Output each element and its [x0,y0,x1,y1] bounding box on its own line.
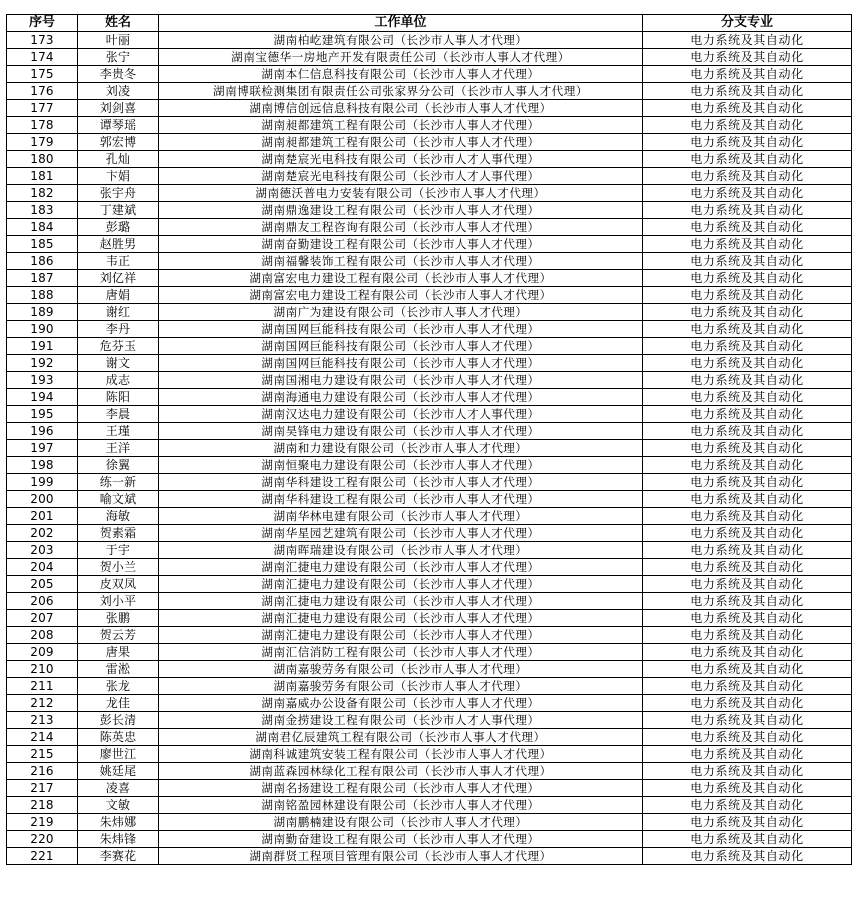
cell-work-unit: 湖南国网巨能科技有限公司（长沙市人事人才代理） [159,321,643,338]
cell-work-unit: 湖南华科建设工程有限公司（长沙市人事人才代理） [159,491,643,508]
cell-work-unit: 湖南嘉骏劳务有限公司（长沙市人事人才代理） [159,661,643,678]
cell-name: 王瑾 [78,423,159,440]
table-row [7,100,852,117]
cell-work-unit: 湖南汇捷电力建设有限公司（长沙市人事人才代理） [159,627,643,644]
table-row [7,134,852,151]
cell-specialty: 电力系统及其自动化 [643,185,852,202]
cell-work-unit: 湖南楚宸光电科技有限公司（长沙市人才人事代理） [159,151,643,168]
cell-serial-number: 191 [7,338,78,355]
cell-work-unit: 湖南鼎友工程咨询有限公司（长沙市人事人才代理） [159,219,643,236]
table-row [7,83,852,100]
table-row [7,151,852,168]
cell-name: 贺小兰 [78,559,159,576]
cell-serial-number: 174 [7,49,78,66]
cell-serial-number: 196 [7,423,78,440]
cell-specialty: 电力系统及其自动化 [643,236,852,253]
cell-work-unit: 湖南铭盈园林建设有限公司（长沙市人事人才代理） [159,797,643,814]
cell-name: 徐翼 [78,457,159,474]
table-row [7,304,852,321]
cell-specialty: 电力系统及其自动化 [643,780,852,797]
table-row [7,338,852,355]
cell-name: 王洋 [78,440,159,457]
table-row [7,202,852,219]
table-body [7,32,852,865]
cell-specialty: 电力系统及其自动化 [643,542,852,559]
table-row [7,236,852,253]
cell-specialty: 电力系统及其自动化 [643,219,852,236]
cell-specialty: 电力系统及其自动化 [643,457,852,474]
table-row [7,491,852,508]
cell-serial-number: 194 [7,389,78,406]
cell-serial-number: 186 [7,253,78,270]
table-row [7,440,852,457]
cell-serial-number: 197 [7,440,78,457]
cell-specialty: 电力系统及其自动化 [643,338,852,355]
table-row [7,695,852,712]
table-row [7,763,852,780]
cell-specialty: 电力系统及其自动化 [643,32,852,49]
cell-specialty: 电力系统及其自动化 [643,423,852,440]
cell-specialty: 电力系统及其自动化 [643,270,852,287]
cell-name: 刘亿祥 [78,270,159,287]
cell-specialty: 电力系统及其自动化 [643,678,852,695]
table-row [7,780,852,797]
table-row [7,49,852,66]
cell-name: 赵胜男 [78,236,159,253]
cell-serial-number: 216 [7,763,78,780]
cell-specialty: 电力系统及其自动化 [643,83,852,100]
cell-work-unit: 湖南蓝森园林绿化工程有限公司（长沙市人事人才代理） [159,763,643,780]
cell-serial-number: 212 [7,695,78,712]
cell-specialty: 电力系统及其自动化 [643,610,852,627]
cell-serial-number: 185 [7,236,78,253]
cell-name: 张龙 [78,678,159,695]
table-row [7,168,852,185]
table-row [7,593,852,610]
cell-name: 凌喜 [78,780,159,797]
table-row [7,661,852,678]
cell-serial-number: 182 [7,185,78,202]
cell-name: 李赛花 [78,848,159,865]
cell-work-unit: 湖南本仁信息科技有限公司（长沙市人事人才代理） [159,66,643,83]
header-specialty: 分支专业 [643,15,852,32]
cell-work-unit: 湖南鼎逸建设工程有限公司（长沙市人事人才代理） [159,202,643,219]
cell-name: 叶丽 [78,32,159,49]
cell-name: 李贵冬 [78,66,159,83]
cell-serial-number: 201 [7,508,78,525]
cell-serial-number: 193 [7,372,78,389]
table-row [7,576,852,593]
cell-serial-number: 214 [7,729,78,746]
cell-work-unit: 湖南汇捷电力建设有限公司（长沙市人事人才代理） [159,610,643,627]
header-name: 姓名 [78,15,159,32]
table-row [7,406,852,423]
cell-name: 朱炜锋 [78,831,159,848]
cell-serial-number: 210 [7,661,78,678]
cell-serial-number: 183 [7,202,78,219]
table-row [7,610,852,627]
cell-name: 张鹏 [78,610,159,627]
cell-work-unit: 湖南博信创远信息科技有限公司（长沙市人事人才代理） [159,100,643,117]
table-row [7,457,852,474]
cell-name: 郭宏博 [78,134,159,151]
cell-specialty: 电力系统及其自动化 [643,134,852,151]
cell-serial-number: 207 [7,610,78,627]
cell-name: 练一新 [78,474,159,491]
cell-specialty: 电力系统及其自动化 [643,644,852,661]
cell-work-unit: 湖南富宏电力建设工程有限公司（长沙市人事人才代理） [159,270,643,287]
cell-serial-number: 195 [7,406,78,423]
cell-specialty: 电力系统及其自动化 [643,508,852,525]
cell-specialty: 电力系统及其自动化 [643,355,852,372]
cell-serial-number: 204 [7,559,78,576]
cell-work-unit: 湖南昊锋电力建设有限公司（长沙市人事人才代理） [159,423,643,440]
cell-work-unit: 湖南汇捷电力建设有限公司（长沙市人事人才代理） [159,576,643,593]
table-row [7,117,852,134]
table-row [7,746,852,763]
cell-name: 彭璐 [78,219,159,236]
cell-serial-number: 211 [7,678,78,695]
table-row [7,729,852,746]
cell-name: 廖世江 [78,746,159,763]
cell-serial-number: 177 [7,100,78,117]
cell-work-unit: 湖南汇信消防工程有限公司（长沙市人事人才代理） [159,644,643,661]
cell-work-unit: 湖南广为建设有限公司（长沙市人事人才代理） [159,304,643,321]
cell-specialty: 电力系统及其自动化 [643,576,852,593]
table-row [7,253,852,270]
header-serial-number: 序号 [7,15,78,32]
cell-name: 韦正 [78,253,159,270]
cell-serial-number: 190 [7,321,78,338]
table-row [7,542,852,559]
cell-specialty: 电力系统及其自动化 [643,321,852,338]
cell-name: 谢文 [78,355,159,372]
cell-work-unit: 湖南海通电力建设有限公司（长沙市人事人才代理） [159,389,643,406]
cell-specialty: 电力系统及其自动化 [643,253,852,270]
cell-specialty: 电力系统及其自动化 [643,151,852,168]
cell-name: 谢红 [78,304,159,321]
cell-work-unit: 湖南科诚建筑安装工程有限公司（长沙市人事人才代理） [159,746,643,763]
cell-work-unit: 湖南汉达电力建设有限公司（长沙市人才人事代理） [159,406,643,423]
cell-name: 唐果 [78,644,159,661]
cell-work-unit: 湖南宝德华一房地产开发有限责任公司（长沙市人事人才代理） [159,49,643,66]
cell-name: 于宇 [78,542,159,559]
table-row [7,372,852,389]
table-row [7,797,852,814]
cell-work-unit: 湖南国湘电力建设有限公司（长沙市人事人才代理） [159,372,643,389]
cell-serial-number: 221 [7,848,78,865]
cell-work-unit: 湖南福馨装饰工程有限公司（长沙市人事人才代理） [159,253,643,270]
cell-specialty: 电力系统及其自动化 [643,525,852,542]
cell-serial-number: 173 [7,32,78,49]
cell-specialty: 电力系统及其自动化 [643,66,852,83]
cell-specialty: 电力系统及其自动化 [643,559,852,576]
cell-work-unit: 湖南奋勤建设工程有限公司（长沙市人事人才代理） [159,236,643,253]
cell-specialty: 电力系统及其自动化 [643,287,852,304]
cell-serial-number: 179 [7,134,78,151]
cell-name: 龙佳 [78,695,159,712]
cell-serial-number: 218 [7,797,78,814]
cell-specialty: 电力系统及其自动化 [643,372,852,389]
cell-work-unit: 湖南华科建设工程有限公司（长沙市人事人才代理） [159,474,643,491]
cell-specialty: 电力系统及其自动化 [643,440,852,457]
table-row [7,66,852,83]
cell-specialty: 电力系统及其自动化 [643,474,852,491]
cell-work-unit: 湖南金捞建设工程有限公司（长沙市人才人事代理） [159,712,643,729]
cell-work-unit: 湖南柏屹建筑有限公司（长沙市人事人才代理） [159,32,643,49]
cell-work-unit: 湖南昶都建筑工程有限公司（长沙市人事人才代理） [159,117,643,134]
table-row [7,287,852,304]
cell-specialty: 电力系统及其自动化 [643,49,852,66]
cell-work-unit: 湖南名扬建设工程有限公司（长沙市人事人才代理） [159,780,643,797]
cell-serial-number: 202 [7,525,78,542]
cell-work-unit: 湖南富宏电力建设工程有限公司（长沙市人事人才代理） [159,287,643,304]
cell-name: 张宁 [78,49,159,66]
cell-name: 文敏 [78,797,159,814]
cell-specialty: 电力系统及其自动化 [643,746,852,763]
cell-work-unit: 湖南华星园艺建筑有限公司（长沙市人事人才代理） [159,525,643,542]
cell-name: 李晨 [78,406,159,423]
cell-specialty: 电力系统及其自动化 [643,814,852,831]
cell-serial-number: 215 [7,746,78,763]
cell-name: 刘凌 [78,83,159,100]
cell-serial-number: 180 [7,151,78,168]
cell-name: 陈阳 [78,389,159,406]
cell-work-unit: 湖南勤奋建设工程有限公司（长沙市人事人才代理） [159,831,643,848]
cell-work-unit: 湖南汇捷电力建设有限公司（长沙市人事人才代理） [159,559,643,576]
cell-serial-number: 175 [7,66,78,83]
cell-specialty: 电力系统及其自动化 [643,695,852,712]
cell-work-unit: 湖南博联检测集团有限责任公司张家界分公司（长沙市人事人才代理） [159,83,643,100]
cell-work-unit: 湖南晖瑞建设有限公司（长沙市人事人才代理） [159,542,643,559]
table-row [7,423,852,440]
cell-name: 成志 [78,372,159,389]
table-row [7,508,852,525]
cell-serial-number: 205 [7,576,78,593]
cell-specialty: 电力系统及其自动化 [643,491,852,508]
table-row [7,32,852,49]
cell-name: 贺云芳 [78,627,159,644]
table-row [7,678,852,695]
cell-specialty: 电力系统及其自动化 [643,797,852,814]
cell-name: 彭长清 [78,712,159,729]
cell-specialty: 电力系统及其自动化 [643,117,852,134]
table-row [7,525,852,542]
cell-work-unit: 湖南楚宸光电科技有限公司（长沙市人才人事代理） [159,168,643,185]
cell-work-unit: 湖南恒聚电力建设有限公司（长沙市人事人才代理） [159,457,643,474]
cell-name: 雷淞 [78,661,159,678]
cell-serial-number: 178 [7,117,78,134]
cell-serial-number: 213 [7,712,78,729]
cell-specialty: 电力系统及其自动化 [643,593,852,610]
cell-work-unit: 湖南嘉骏劳务有限公司（长沙市人事人才代理） [159,678,643,695]
cell-work-unit: 湖南和力建设有限公司（长沙市人事人才代理） [159,440,643,457]
table-row [7,559,852,576]
cell-name: 卞娟 [78,168,159,185]
table-row [7,627,852,644]
cell-specialty: 电力系统及其自动化 [643,389,852,406]
table-row [7,848,852,865]
cell-name: 刘剑喜 [78,100,159,117]
cell-serial-number: 192 [7,355,78,372]
cell-specialty: 电力系统及其自动化 [643,304,852,321]
cell-serial-number: 188 [7,287,78,304]
cell-name: 海敏 [78,508,159,525]
cell-name: 张宇舟 [78,185,159,202]
cell-work-unit: 湖南国网巨能科技有限公司（长沙市人事人才代理） [159,355,643,372]
cell-work-unit: 湖南嘉威办公设备有限公司（长沙市人事人才代理） [159,695,643,712]
cell-serial-number: 209 [7,644,78,661]
cell-serial-number: 219 [7,814,78,831]
table-row [7,644,852,661]
cell-work-unit: 湖南国网巨能科技有限公司（长沙市人事人才代理） [159,338,643,355]
cell-specialty: 电力系统及其自动化 [643,100,852,117]
cell-serial-number: 200 [7,491,78,508]
cell-specialty: 电力系统及其自动化 [643,848,852,865]
cell-specialty: 电力系统及其自动化 [643,627,852,644]
header-row [7,15,852,32]
cell-specialty: 电力系统及其自动化 [643,168,852,185]
cell-name: 丁建斌 [78,202,159,219]
cell-name: 喻文斌 [78,491,159,508]
table-row [7,321,852,338]
header-work-unit: 工作单位 [159,15,643,32]
cell-serial-number: 203 [7,542,78,559]
table-row [7,474,852,491]
cell-specialty: 电力系统及其自动化 [643,406,852,423]
table-row [7,270,852,287]
cell-specialty: 电力系统及其自动化 [643,712,852,729]
cell-name: 危芬玉 [78,338,159,355]
table-row [7,712,852,729]
cell-serial-number: 184 [7,219,78,236]
cell-name: 孔灿 [78,151,159,168]
personnel-table [6,14,852,865]
cell-serial-number: 176 [7,83,78,100]
cell-serial-number: 181 [7,168,78,185]
cell-specialty: 电力系统及其自动化 [643,729,852,746]
cell-work-unit: 湖南鹏楠建设有限公司（长沙市人事人才代理） [159,814,643,831]
table-row [7,219,852,236]
cell-name: 唐娟 [78,287,159,304]
cell-name: 朱炜娜 [78,814,159,831]
cell-name: 皮双凤 [78,576,159,593]
cell-work-unit: 湖南汇捷电力建设有限公司（长沙市人事人才代理） [159,593,643,610]
cell-name: 陈英忠 [78,729,159,746]
cell-name: 贺素霜 [78,525,159,542]
cell-specialty: 电力系统及其自动化 [643,661,852,678]
cell-serial-number: 217 [7,780,78,797]
cell-name: 李丹 [78,321,159,338]
cell-serial-number: 220 [7,831,78,848]
table-row [7,814,852,831]
table-row [7,355,852,372]
cell-serial-number: 189 [7,304,78,321]
cell-work-unit: 湖南君亿辰建筑工程有限公司（长沙市人事人才代理） [159,729,643,746]
cell-serial-number: 206 [7,593,78,610]
table-row [7,389,852,406]
cell-work-unit: 湖南德沃普电力安装有限公司（长沙市人事人才代理） [159,185,643,202]
cell-work-unit: 湖南昶都建筑工程有限公司（长沙市人事人才代理） [159,134,643,151]
table-row [7,831,852,848]
cell-name: 刘小平 [78,593,159,610]
cell-specialty: 电力系统及其自动化 [643,763,852,780]
table-row [7,185,852,202]
cell-work-unit: 湖南群贤工程项目管理有限公司（长沙市人事人才代理） [159,848,643,865]
cell-work-unit: 湖南华林电建有限公司（长沙市人事人才代理） [159,508,643,525]
cell-serial-number: 198 [7,457,78,474]
cell-name: 姚廷尾 [78,763,159,780]
cell-specialty: 电力系统及其自动化 [643,202,852,219]
cell-serial-number: 187 [7,270,78,287]
cell-specialty: 电力系统及其自动化 [643,831,852,848]
cell-serial-number: 208 [7,627,78,644]
cell-name: 谭琴瑶 [78,117,159,134]
cell-serial-number: 199 [7,474,78,491]
